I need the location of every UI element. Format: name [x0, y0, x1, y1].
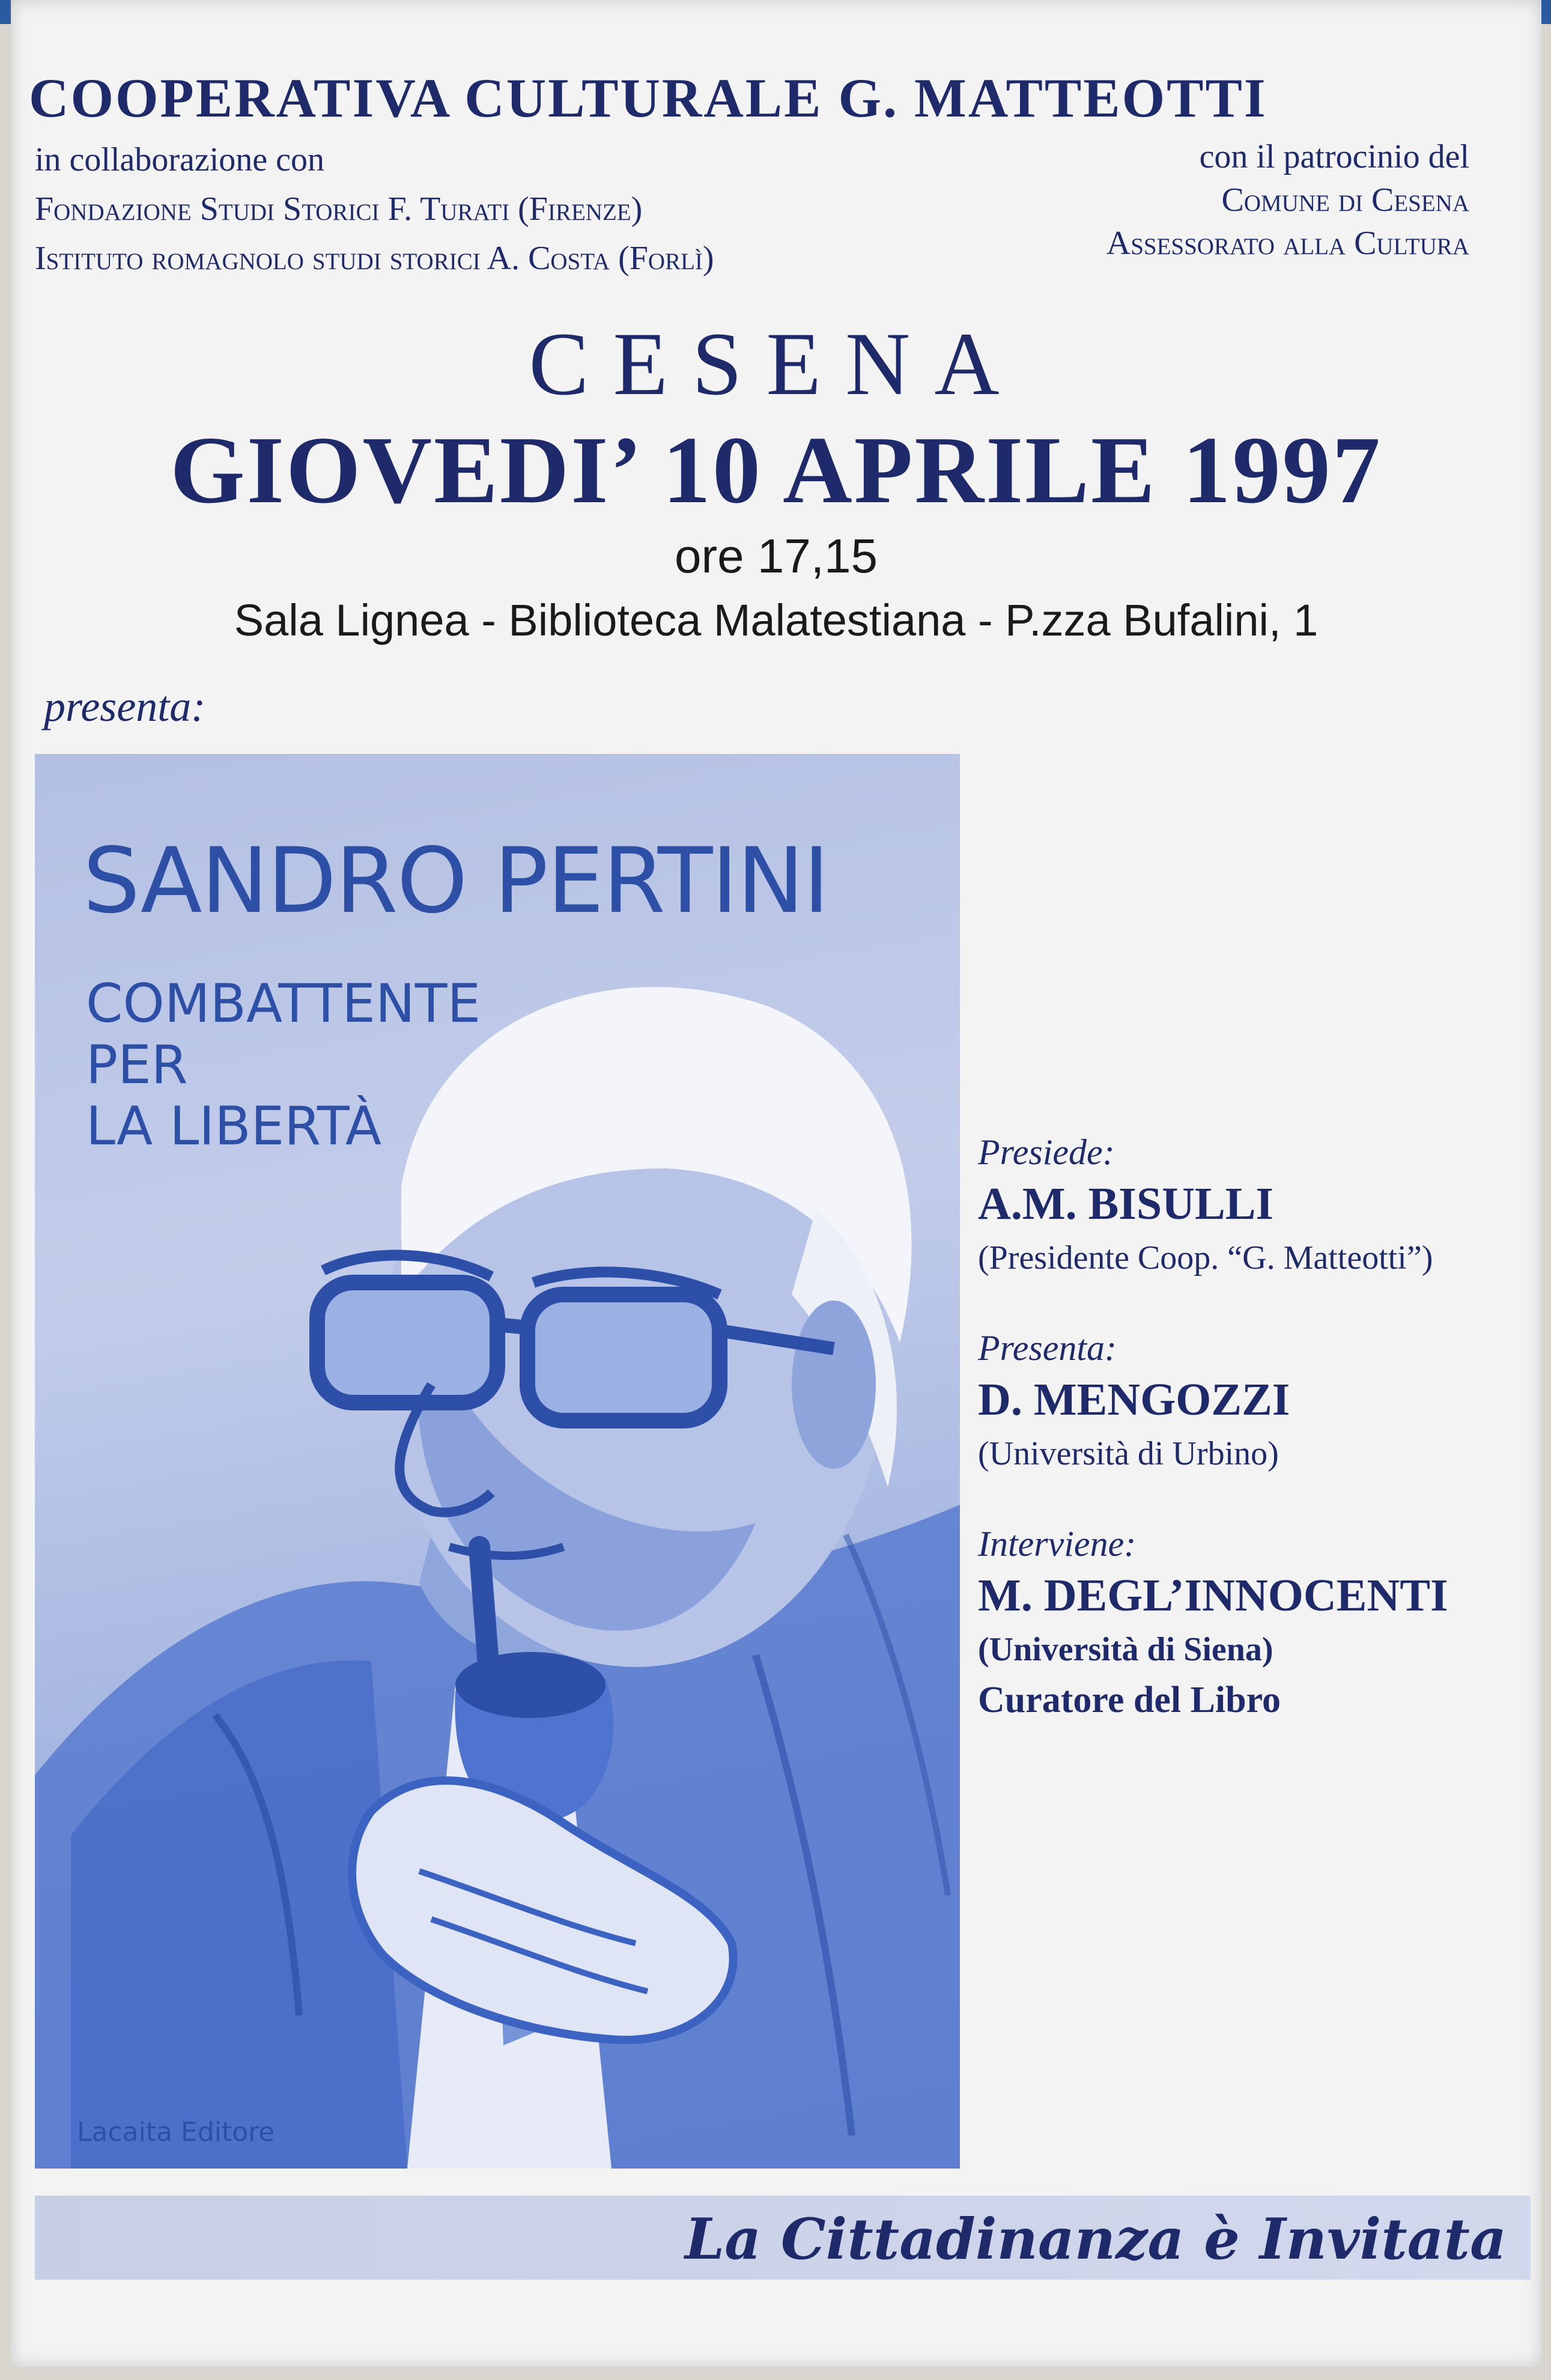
collaboration-partner-1: Fondazione Studi Storici F. Turati (Firenze) [35, 190, 643, 228]
patronage-block [1106, 135, 1469, 265]
event-date: GIOVEDI’ 10 APRILE 1997 [170, 416, 1382, 523]
speaker-group [978, 1521, 1543, 1725]
speaker-group [978, 1129, 1543, 1283]
speaker-role: Presiede: [978, 1132, 1115, 1172]
speaker-affiliation: (Università di Urbino) [978, 1435, 1279, 1472]
collaboration-block [35, 135, 714, 283]
patronage-entity-2: Assessorato alla Cultura [1106, 225, 1469, 262]
presents-intro: presenta: [44, 682, 206, 730]
portrait-illustration [35, 754, 960, 2169]
book-subtitle-line-1: COMBATTENTE [86, 973, 481, 1034]
book-subtitle-line-2: PER [86, 1034, 188, 1096]
patronage-intro: con il patrocinio del [1199, 138, 1469, 175]
speaker-group [978, 1325, 1543, 1479]
speakers-list [978, 1129, 1543, 1767]
book-subtitle-line-3: LA LIBERTÀ [86, 1095, 382, 1157]
collaboration-intro: in collaborazione con [35, 141, 325, 178]
organization-title: COOPERATIVA CULTURALE G. MATTEOTTI [29, 67, 1267, 129]
book-publisher: Lacaita Editore [77, 2117, 275, 2148]
poster [11, 0, 1541, 2367]
patronage-entity-1: Comune di Cesena [1221, 181, 1469, 219]
speaker-affiliation: (Presidente Coop. “G. Matteotti”) [978, 1239, 1433, 1277]
event-venue: Sala Lignea - Biblioteca Malatestiana - P.zza Bufalini, 1 [234, 595, 1319, 645]
speaker-role: Interviene: [978, 1524, 1137, 1564]
book-cover [35, 754, 960, 2169]
event-time: ore 17,15 [674, 529, 878, 583]
speaker-name: A.M. BISULLI [978, 1179, 1273, 1229]
book-title: SANDRO PERTINI [83, 829, 829, 933]
speaker-name: D. MENGOZZI [978, 1374, 1290, 1425]
footer-band [35, 2196, 1531, 2280]
speaker-note: Curatore del Libro [978, 1680, 1281, 1720]
event-city: CESENA [529, 314, 1024, 414]
book-subtitle [86, 973, 481, 1157]
speaker-role: Presenta: [978, 1328, 1117, 1368]
speaker-name: M. DEGL’INNOCENTI [978, 1570, 1448, 1621]
invitation-text: La Cittadinanza è Invitata [685, 2206, 1507, 2272]
collaboration-partner-2: Istituto romagnolo studi storici A. Costa (Forlì) [35, 240, 714, 277]
speaker-affiliation: (Università di Siena) [978, 1631, 1273, 1668]
